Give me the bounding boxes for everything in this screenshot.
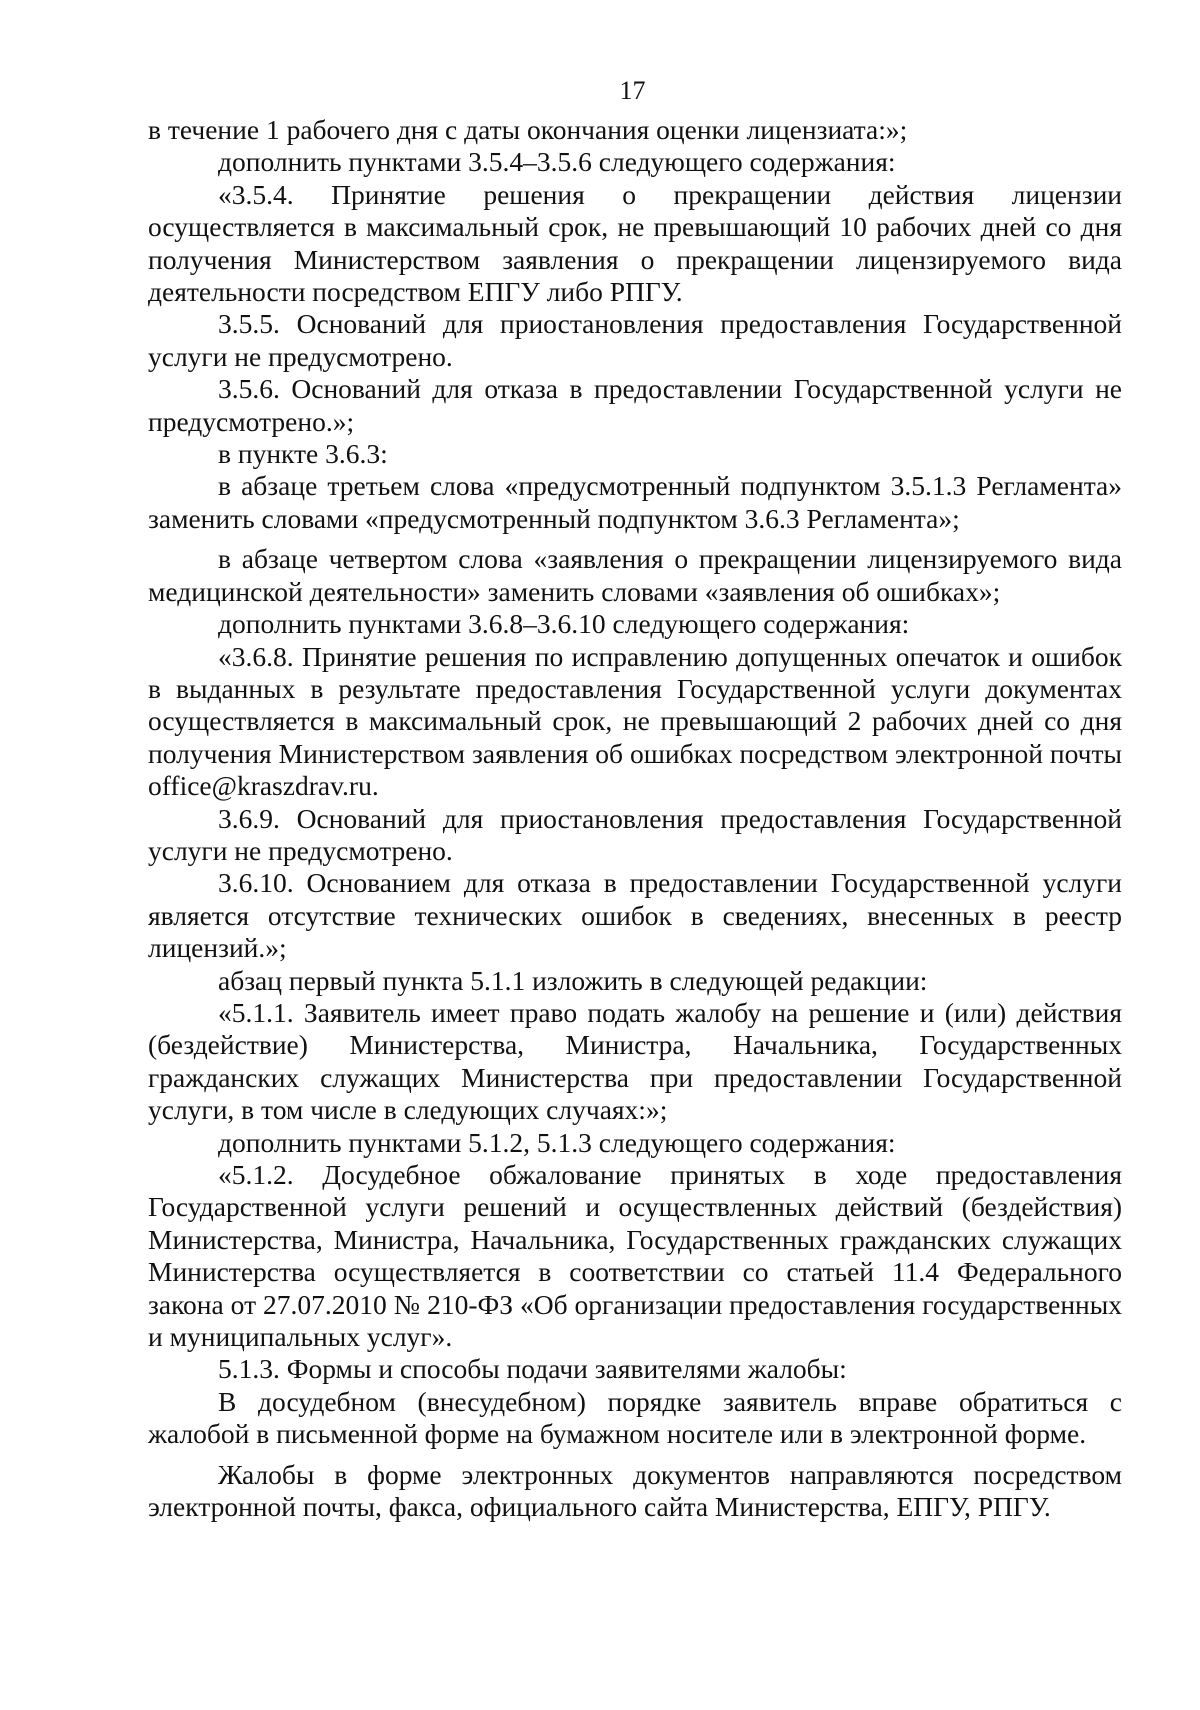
paragraph: «3.5.4. Принятие решения о прекращении действия лицензии осуществляется в максимальный срок, не превышающий 10 рабочих дней со дня получения Министерством заявления о прекращении лицензируемого вида деятельности посредством ЕПГУ либо РПГУ. — [148, 178, 1122, 308]
paragraph: дополнить пунктами 5.1.2, 5.1.3 следующего содержания: — [218, 1126, 896, 1158]
paragraph: в пункте 3.6.3: — [218, 438, 388, 470]
paragraph: «5.1.2. Досудебное обжалование принятых в ходе предоставления Государственной услуги решений и осуществленных действий (бездействия) Министерства, Министра, Начальника, Государственных гражданских служащих Министерства осуществляется в соответствии со статьей 11.4 Федерального закона от 27.07.2010 № 210-ФЗ «Об организации предоставления государственных и муниципальных услуг». — [148, 1159, 1122, 1353]
paragraph: абзац первый пункта 5.1.1 изложить в следующей редакции: — [218, 964, 928, 996]
paragraph: 3.6.9. Оснований для приостановления предоставления Государственной услуги не предусмотрено. — [148, 802, 1122, 866]
page-number: 17 — [619, 76, 646, 105]
paragraph: 3.6.10. Основанием для отказа в предоставлении Государственной услуги является отсутствие технических ошибок в сведениях, внесенных в реестр лицензий.»; — [148, 867, 1122, 964]
paragraph: 5.1.3. Формы и способы подачи заявителями жалобы: — [218, 1353, 847, 1385]
paragraph: в течение 1 рабочего дня с даты окончания оценки лицензиата:»; — [148, 114, 908, 145]
paragraph: «3.6.8. Принятие решения по исправлению допущенных опечаток и ошибок в выданных в результате предоставления Государственной услуги документах осуществляется в максимальный срок, не превышающий 2 рабочих дней со дня получения Министерством заявления об ошибках посредством электронной почты office@kraszdrav.ru. — [148, 640, 1122, 802]
paragraph: в абзаце третьем слова «предусмотренный подпунктом 3.5.1.3 Регламента» заменить словами «предусмотренный подпунктом 3.6.3 Регламента»; — [148, 470, 1122, 534]
paragraph: в абзаце четвертом слова «заявления о прекращении лицензируемого вида медицинской деятельности» заменить словами «заявления об ошибках»; — [148, 543, 1122, 607]
paragraph: дополнить пунктами 3.5.4–3.5.6 следующего содержания: — [218, 146, 896, 178]
document-body — [148, 114, 1122, 1523]
paragraph: дополнить пунктами 3.6.8–3.6.10 следующего содержания: — [218, 608, 910, 640]
paragraph: 3.5.5. Оснований для приостановления предоставления Государственной услуги не предусмотрено. — [148, 308, 1122, 372]
paragraph: Жалобы в форме электронных документов направляются посредством электронной почты, факса, официального сайта Министерства, ЕПГУ, РПГУ. — [148, 1458, 1122, 1523]
paragraph: 3.5.6. Оснований для отказа в предоставлении Государственной услуги не предусмотрено.»; — [148, 373, 1122, 437]
paragraph: «5.1.1. Заявитель имеет право подать жалобу на решение и (или) действия (бездействие) Министерства, Министра, Начальника, Государственных гражданских служащих Министерства при предоставлении Государственной услуги, в том числе в следующих случаях:»; — [148, 996, 1122, 1126]
paragraph: В досудебном (внесудебном) порядке заявитель вправе обратиться с жалобой в письменной форме на бумажном носителе или в электронной форме. — [148, 1385, 1122, 1450]
